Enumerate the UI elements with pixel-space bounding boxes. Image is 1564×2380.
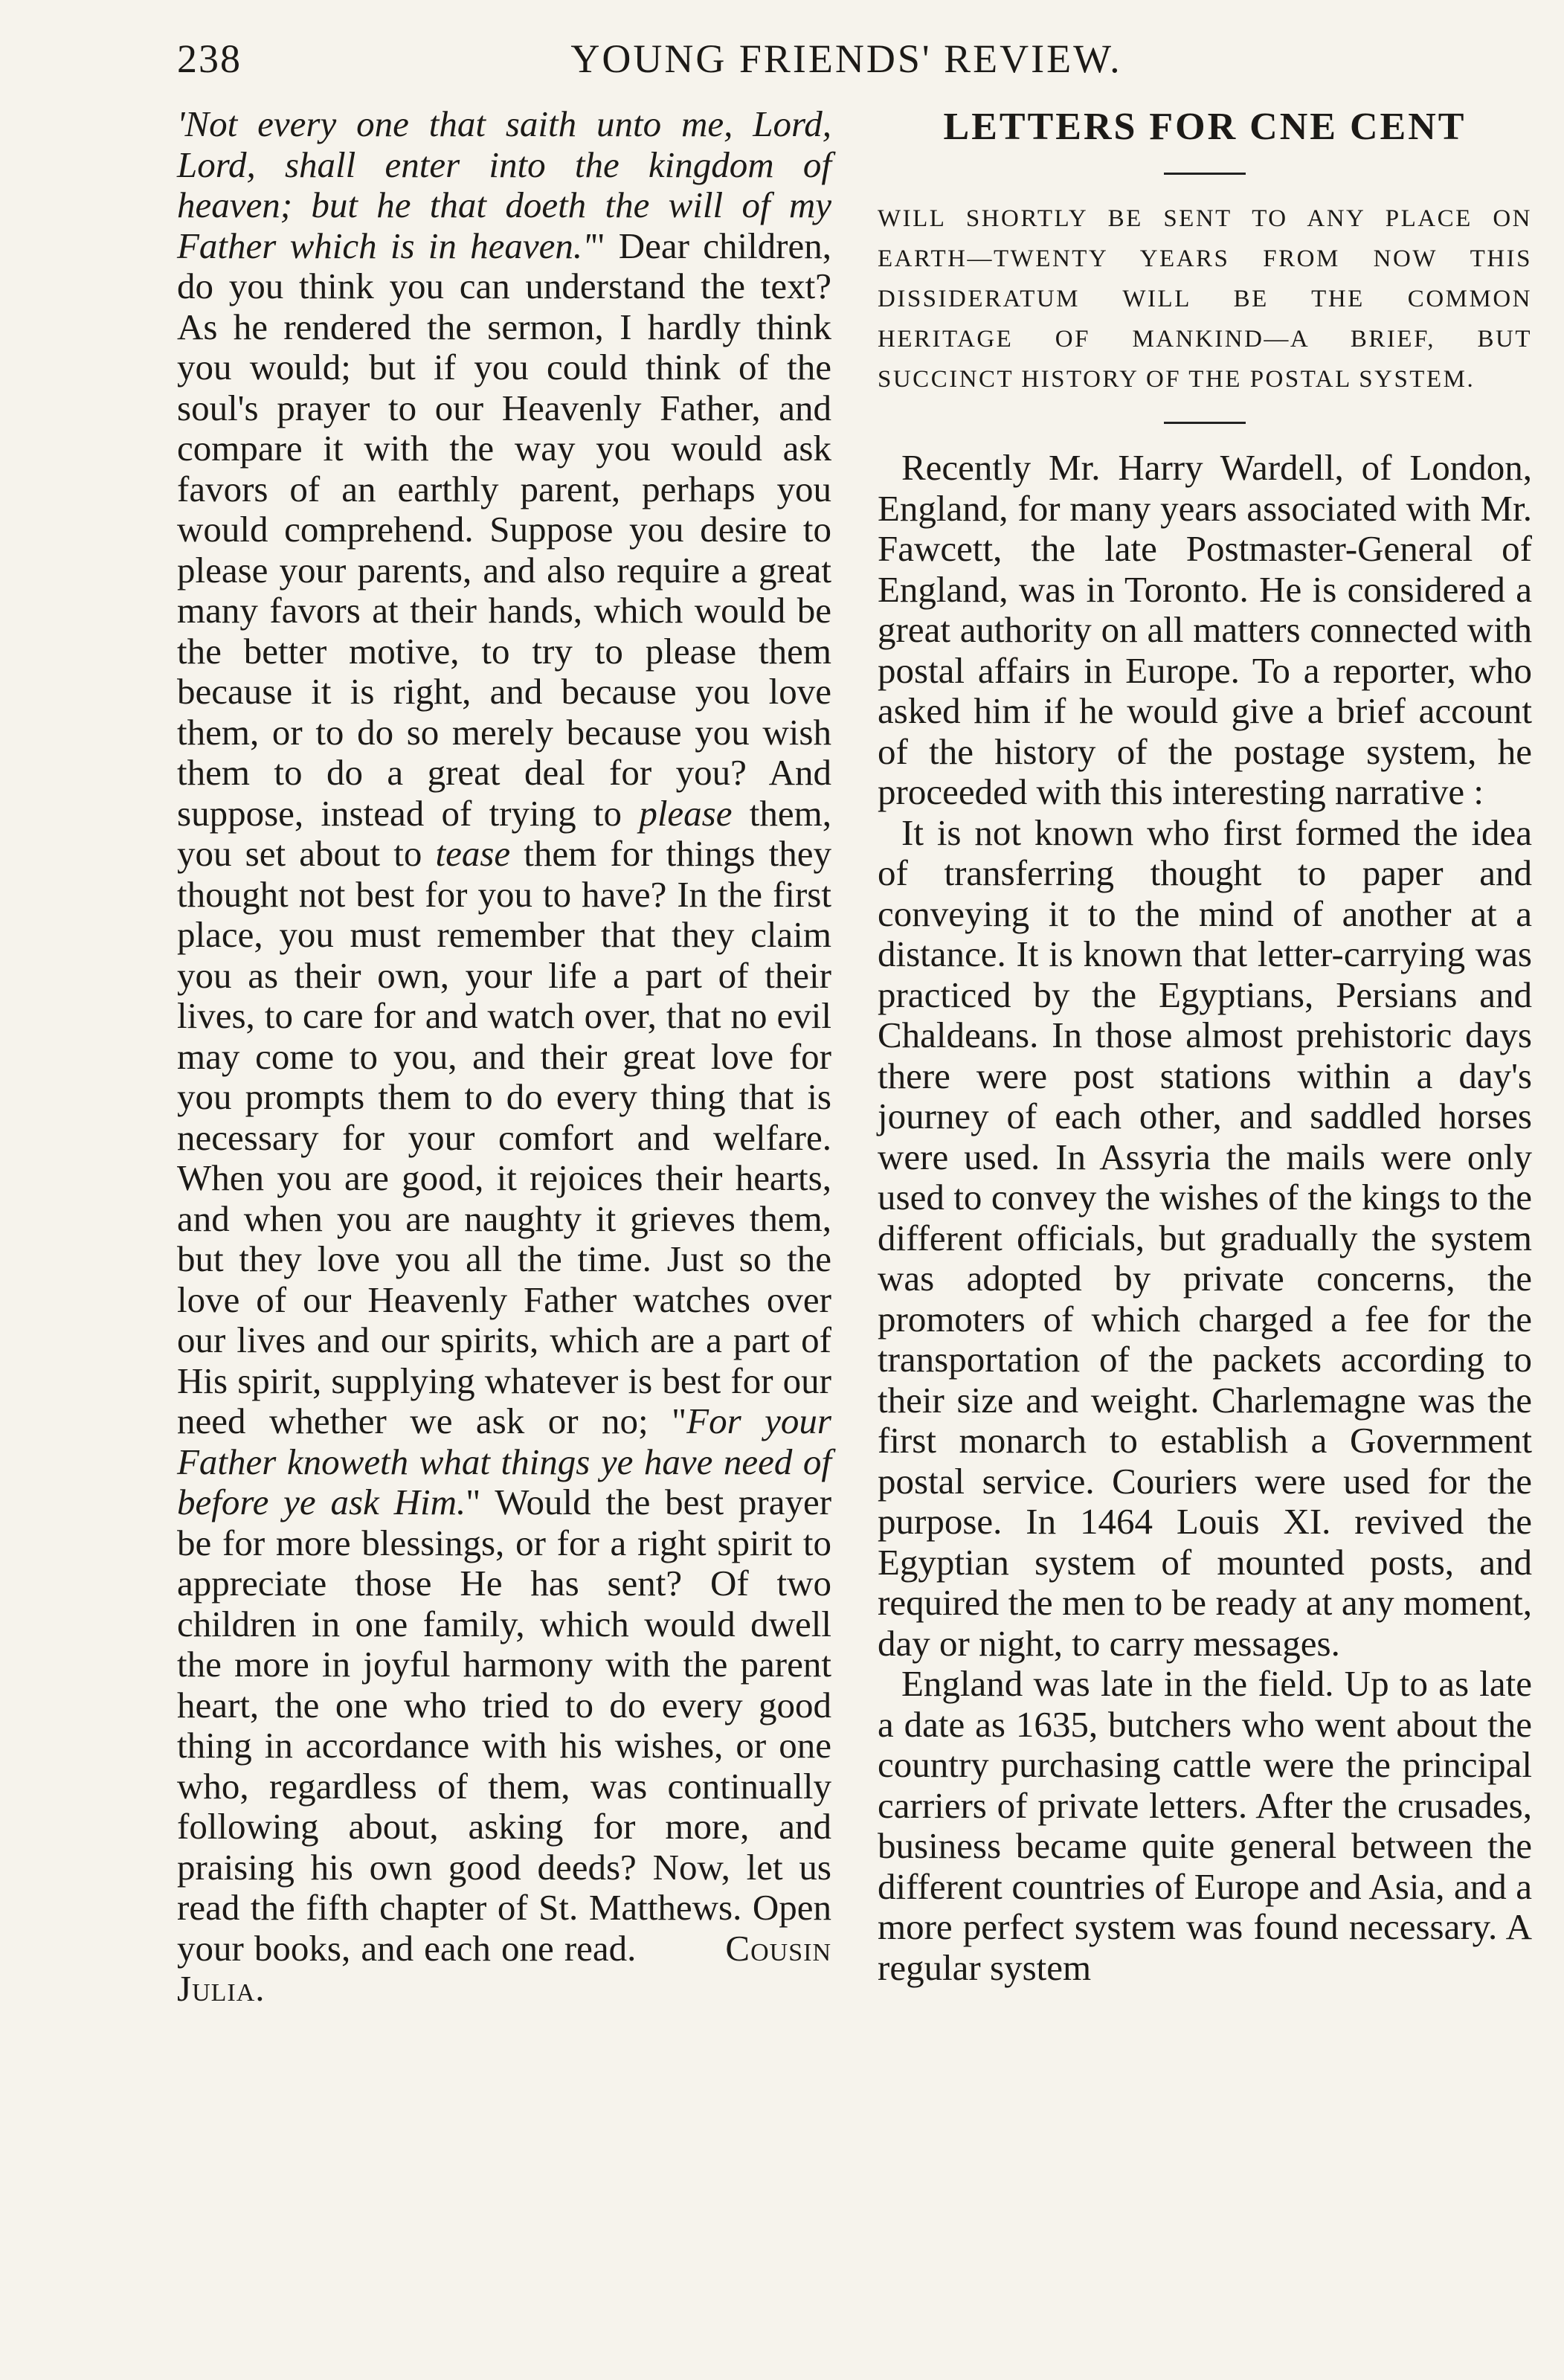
sermon-text-3: them for things they thought not best for you to have? In the first place, you must remember that they claim you as their own, your life a part of their lives, to care for and watch over, that no evil may come to you, and their great love for you prompts them to do every thing that is necessary for your comfort and welfare. When you are good, it rejoices their hearts, and when you are naughty it grieves them, but they love you all the time. Just so the love of our Heavenly Father watches over our lives and our spirits, which are a part of His spirit, supplying whatever is best for our need whether we ask or no; " — [177, 833, 831, 1441]
journal-title: YOUNG FRIENDS' REVIEW. — [570, 36, 1122, 81]
scripture-quote: 'Not every one that saith unto me, Lord, Lord, shall enter into the kingdom of heaven; but he that doeth the will of my Father which is in heaven.' — [177, 103, 831, 266]
sermon-text-4: " Would the best prayer be for more blessings, or for a right spirit to appreciate those He has sent? Of two children in one family, which would dwell the more in joyful harmony with the parent heart, the one who tried to do every good thing in accordance with his wishes, or one who, regardless of them, was continually following about, asking for more, and praising his own good deeds? Now, let us read the fifth chapter of St. Matthews. Open your books, and each one read. — [177, 1482, 832, 1969]
emphasis-tease: tease — [435, 833, 511, 874]
sermon-text-1: " Dear children, do you think you can understand the text? As he rendered the sermon, I hardly think you would; but if you could think of the soul's prayer to our Heavenly Father, and compare it with the way you would ask favors of an earthly parent, perhaps you would comprehend. Suppose you desire to please your parents, and also require a great many favors at their hands, which would be the better motive, to try to please them because it is right, and because you love them, or to do so merely because you wish them to do a great deal for you? And suppose, instead of trying to — [177, 225, 831, 834]
running-head — [177, 36, 1516, 88]
heading-rule — [1164, 173, 1246, 175]
scripture-quote-2: For your Father knoweth what things ye have need of before ye ask Him. — [177, 1400, 831, 1522]
page-number: 238 — [177, 36, 242, 81]
sermon-text-2: them, you set about to — [177, 792, 832, 874]
article-paragraph-3: England was late in the field. Up to as late a date as 1635, butchers who went about the country purchasing cattle were the principal carriers of private letters. After the crusades, business became quite general between the different countries of Europe and Asia, and a more perfect system was found necessary. A regular system — [878, 1663, 1532, 1988]
subheading-rule — [1164, 422, 1246, 424]
article-paragraph-2: It is not known who first formed the idea of transferring thought to paper and conveying it to the mind of another at a distance. It is known that letter-carrying was practiced by the Egyptians, Persians and Chaldeans. In those almost prehistoric days there were post stations within a day's journey of each other, and saddled horses were used. In Assyria the mails were only used to convey the wishes of the kings to the different officials, but gradually the system was adopted by private concerns, the promoters of which charged a fee for the transportation of the packets according to their size and weight. Charlemagne was the first monarch to establish a Government postal service. Couriers were used for the purpose. In 1464 Louis XI. revived the Egyptian system of mounted posts, and required the men to be ready at any moment, day or night, to carry messages. — [878, 811, 1532, 1664]
right-column — [878, 104, 1532, 1988]
sermon-paragraph — [177, 104, 831, 2010]
emphasis-please: please — [639, 792, 733, 834]
left-column — [177, 104, 831, 2010]
article-heading: LETTERS FOR CNE CENT — [943, 106, 1467, 148]
article-subheading: WILL SHORTLY BE SENT TO ANY PLACE ON EARTH—TWENTY YEARS FROM NOW THIS DISSIDERATUM WILL BE THE COMMON HERITAGE OF MANKIND—A BRIEF, BUT SUCCINCT HISTORY OF THE POSTAL SYSTEM. — [878, 205, 1532, 393]
article-paragraph-1: Recently Mr. Harry Wardell, of London, England, for many years associated with Mr. Fawcett, the late Postmaster-General of England, was in Toronto. He is considered a great authority on all matters connected with postal affairs in Europe. To a reporter, who asked him if he would give a brief account of the history of the postage system, he proceeded with this interesting narrative : — [878, 447, 1532, 812]
author-signature: Cousin Julia. — [177, 1927, 831, 2009]
